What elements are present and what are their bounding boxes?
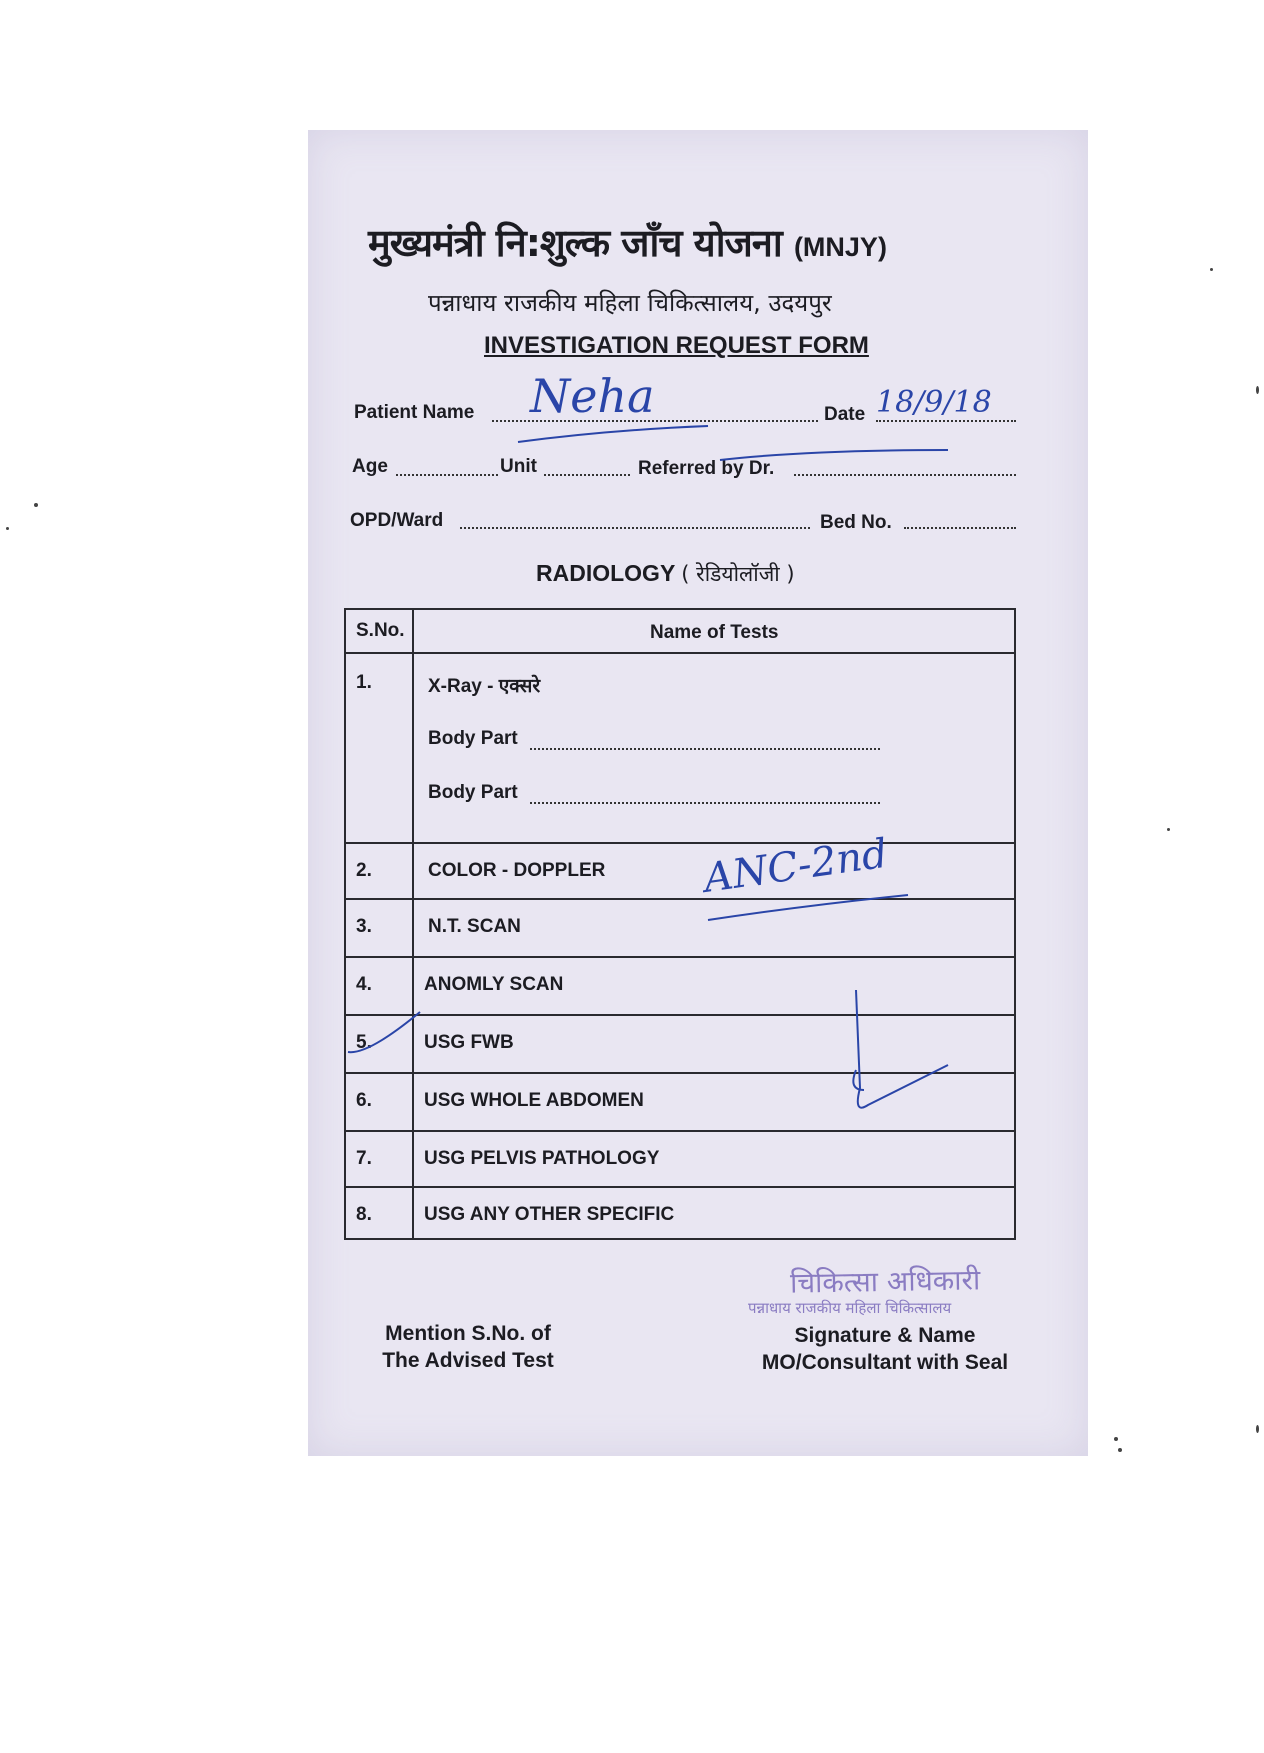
referred-by-scribble bbox=[720, 450, 948, 460]
official-stamp: चिकित्सा अधिकारी bbox=[789, 1263, 981, 1300]
body-part-label: Body Part bbox=[428, 728, 518, 749]
test-name: USG ANY OTHER SPECIFIC bbox=[424, 1204, 675, 1225]
test-name: USG WHOLE ABDOMEN bbox=[424, 1090, 644, 1111]
referred-by-label: Referred by Dr. bbox=[638, 458, 775, 479]
handwritten-patient-name: Neha bbox=[530, 369, 655, 423]
section-title-english: RADIOLOGY bbox=[536, 560, 675, 586]
row-sno: 2. bbox=[356, 860, 372, 881]
test-name: USG FWB bbox=[424, 1032, 514, 1053]
handwritten-note: ANC-2nd bbox=[700, 830, 891, 902]
scan-speck bbox=[34, 503, 38, 507]
advised-test-note-line1: Mention S.No. of bbox=[385, 1322, 551, 1345]
date-label: Date bbox=[824, 404, 866, 425]
header-sno: S.No. bbox=[356, 620, 405, 641]
test-name: COLOR - DOPPLER bbox=[428, 860, 606, 881]
test-name: USG PELVIS PATHOLOGY bbox=[424, 1148, 660, 1169]
header-tests: Name of Tests bbox=[650, 622, 779, 643]
row-sno: 8. bbox=[356, 1204, 372, 1225]
opd-ward-label: OPD/Ward bbox=[350, 510, 444, 531]
signature-line2: MO/Consultant with Seal bbox=[761, 1351, 1009, 1374]
form-title: INVESTIGATION REQUEST FORM bbox=[484, 332, 869, 359]
bed-no-label: Bed No. bbox=[820, 512, 892, 533]
official-stamp-hospital: पन्नाधाय राजकीय महिला चिकित्सालय bbox=[748, 1299, 952, 1317]
xray-label: X-Ray - एक्सरे bbox=[428, 676, 541, 697]
investigation-request-form bbox=[308, 130, 1088, 1456]
body-part-label: Body Part bbox=[428, 782, 518, 803]
row-sno: 7. bbox=[356, 1148, 372, 1169]
scan-speck bbox=[1118, 1448, 1122, 1452]
row-sno: 3. bbox=[356, 916, 372, 937]
note-underline bbox=[708, 895, 908, 920]
test-name: ANOMLY SCAN bbox=[424, 974, 564, 995]
checkmark-row5 bbox=[348, 1012, 420, 1052]
patient-name-label: Patient Name bbox=[354, 402, 475, 423]
advised-test-note-line2: The Advised Test bbox=[382, 1349, 554, 1372]
handwritten-date: 18/9/18 bbox=[876, 385, 992, 420]
scan-speck bbox=[1210, 268, 1213, 271]
scan-speck bbox=[6, 527, 9, 530]
unit-label: Unit bbox=[500, 456, 537, 477]
signature-line1: Signature & Name bbox=[794, 1324, 976, 1347]
row-sno: 4. bbox=[356, 974, 372, 995]
scan-speck bbox=[1256, 386, 1259, 394]
pen-stroke bbox=[518, 426, 708, 442]
row-sno: 1. bbox=[356, 672, 372, 693]
scan-speck bbox=[1256, 1425, 1259, 1433]
scan-speck bbox=[1167, 828, 1170, 831]
row-sno: 6. bbox=[356, 1090, 372, 1111]
scheme-title-hindi: मुख्यमंत्री नि:शुल्क जाँच योजना bbox=[368, 221, 782, 265]
scheme-abbreviation: (MNJY) bbox=[793, 232, 887, 262]
section-title-hindi: ( रेडियोलॉजी ) bbox=[681, 562, 795, 586]
hospital-name: पन्नाधाय राजकीय महिला चिकित्सालय, उदयपुर bbox=[428, 289, 832, 317]
test-name: N.T. SCAN bbox=[428, 916, 521, 937]
handwriting-overlay bbox=[308, 130, 1088, 1456]
signature-stroke bbox=[856, 990, 948, 1108]
row-sno: 5. bbox=[356, 1032, 372, 1053]
scan-speck bbox=[1114, 1437, 1118, 1441]
age-label: Age bbox=[352, 456, 388, 477]
